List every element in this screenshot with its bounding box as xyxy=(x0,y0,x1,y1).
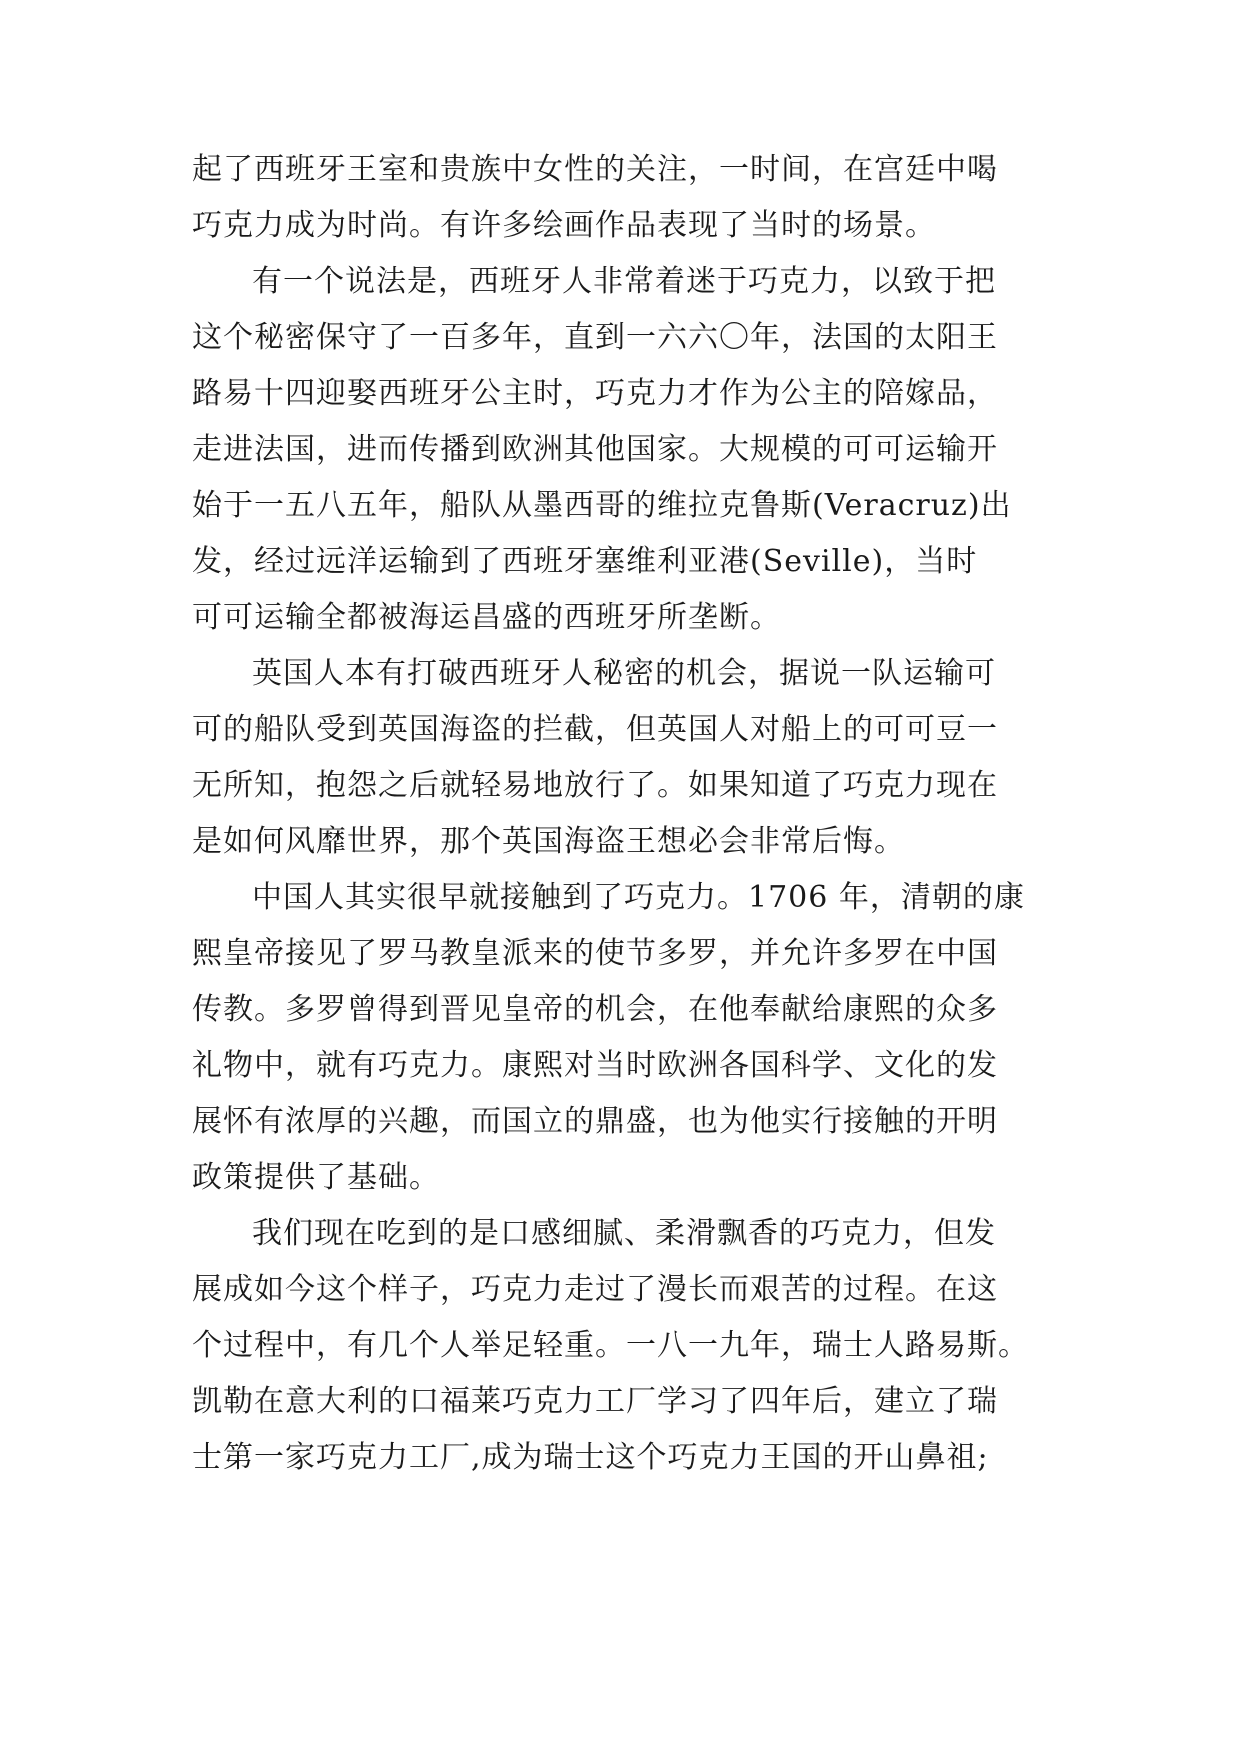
text-line: 始于一五八五年，船队从墨西哥的维拉克鲁斯(Veracruz)出 xyxy=(192,488,1012,523)
text-line: 礼物中，就有巧克力。康熙对当时欧洲各国科学、文化的发 xyxy=(192,1048,998,1083)
text-line: 这个秘密保守了一百多年，直到一六六〇年，法国的太阳王 xyxy=(192,320,998,355)
text-line: 可的船队受到英国海盗的拦截，但英国人对船上的可可豆一 xyxy=(192,712,998,747)
text-line: 发，经过远洋运输到了西班牙塞维利亚港(Seville)，当时 xyxy=(192,544,978,579)
text-line: 无所知，抱怨之后就轻易地放行了。如果知道了巧克力现在 xyxy=(192,768,998,803)
paragraph-start-line: 中国人其实很早就接触到了巧克力。1706 年，清朝的康 xyxy=(252,880,1025,915)
text-line: 展怀有浓厚的兴趣，而国立的鼎盛，也为他实行接触的开明 xyxy=(192,1104,998,1139)
text-line: 起了西班牙王室和贵族中女性的关注，一时间，在宫廷中喝 xyxy=(192,152,998,187)
text-line: 政策提供了基础。 xyxy=(192,1160,440,1195)
text-line: 展成如今这个样子，巧克力走过了漫长而艰苦的过程。在这 xyxy=(192,1272,998,1307)
text-line: 凯勒在意大利的口福莱巧克力工厂学习了四年后，建立了瑞 xyxy=(192,1384,998,1419)
text-line: 路易十四迎娶西班牙公主时，巧克力才作为公主的陪嫁品， xyxy=(192,376,998,411)
paragraph-start-line: 有一个说法是，西班牙人非常着迷于巧克力，以致于把 xyxy=(252,264,996,299)
text-line: 走进法国，进而传播到欧洲其他国家。大规模的可可运输开 xyxy=(192,432,998,467)
text-line: 士第一家巧克力工厂,成为瑞士这个巧克力王国的开山鼻祖; xyxy=(192,1440,989,1475)
text-line: 熙皇帝接见了罗马教皇派来的使节多罗，并允许多罗在中国 xyxy=(192,936,998,971)
text-line: 巧克力成为时尚。有许多绘画作品表现了当时的场景。 xyxy=(192,208,936,243)
text-line: 可可运输全都被海运昌盛的西班牙所垄断。 xyxy=(192,600,781,635)
paragraph-start-line: 我们现在吃到的是口感细腻、柔滑飘香的巧克力，但发 xyxy=(252,1216,996,1251)
text-line: 是如何风靡世界，那个英国海盗王想必会非常后悔。 xyxy=(192,824,905,859)
paragraph-start-line: 英国人本有打破西班牙人秘密的机会，据说一队运输可 xyxy=(252,656,996,691)
text-line: 传教。多罗曾得到晋见皇帝的机会，在他奉献给康熙的众多 xyxy=(192,992,998,1027)
text-line: 个过程中，有几个人举足轻重。一八一九年，瑞士人路易斯。 xyxy=(192,1328,1029,1363)
